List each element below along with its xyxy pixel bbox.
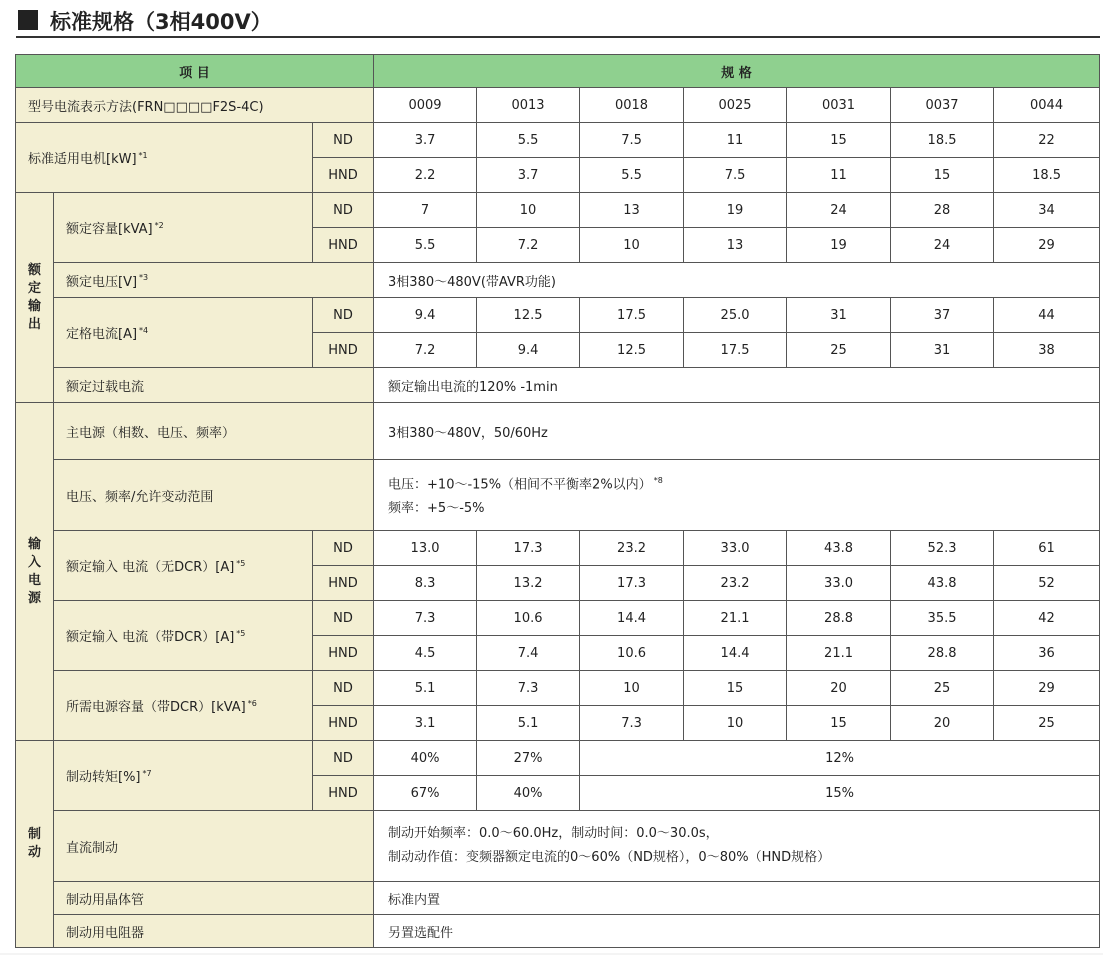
value-cell: 17.5 (684, 333, 787, 368)
value-cell: 18.5 (891, 123, 994, 158)
table-row (16, 882, 1100, 915)
nd-label: ND (313, 741, 374, 776)
value-cell: 29 (994, 671, 1100, 706)
motor-label: 标准适用电机[kW] $^{*1}$ (16, 123, 313, 193)
value-cell: 18.5 (994, 158, 1100, 193)
table-row (16, 915, 1100, 948)
value-cell: 14.4 (684, 636, 787, 671)
resistor-value: 另置选配件 (374, 915, 1100, 948)
value-cell: 31 (891, 333, 994, 368)
footnote-mark: *1 (138, 150, 148, 160)
value-cell: 15 (684, 671, 787, 706)
value-cell: 10 (684, 706, 787, 741)
allowable-value: 电压：+10～-15%（相间不平衡率2%以内） $^{*8}$ 频率：+5～-5% (374, 460, 1100, 531)
value-cell: 13.2 (477, 566, 580, 601)
value-cell: 14.4 (580, 601, 684, 636)
hnd-label: HND (313, 776, 374, 811)
value-cell: 25 (787, 333, 891, 368)
value-cell: 10 (580, 228, 684, 263)
footnote-mark: *5 (236, 628, 246, 638)
value-cell: 43.8 (787, 531, 891, 566)
value-cell: 23.2 (580, 531, 684, 566)
value-cell: 24 (891, 228, 994, 263)
value-cell: 20 (891, 706, 994, 741)
value-cell: 4.5 (374, 636, 477, 671)
header-spec: 规 格 (374, 55, 1100, 88)
nd-label: ND (313, 531, 374, 566)
footnote-mark: *2 (154, 220, 164, 230)
table-row (16, 193, 1100, 228)
hnd-label: HND (313, 228, 374, 263)
value-cell: 20 (787, 671, 891, 706)
model-cell: 0044 (994, 88, 1100, 123)
nd-label: ND (313, 298, 374, 333)
table-row (16, 368, 1100, 403)
output-group-label: 额定输出 (16, 193, 54, 403)
value-cell: 28.8 (787, 601, 891, 636)
current-label: 定格电流[A] $^{*4}$ (54, 298, 313, 368)
value-cell: 12% (580, 741, 1100, 776)
value-cell: 7.2 (477, 228, 580, 263)
table-row (16, 88, 1100, 123)
value-cell: 5.1 (374, 671, 477, 706)
model-label: 型号电流表示方法(FRN□□□□F2S-4C) (16, 88, 374, 123)
value-cell: 11 (787, 158, 891, 193)
value-cell: 3.1 (374, 706, 477, 741)
table-row (16, 741, 1100, 776)
voltage-label: 额定电压[V] $^{*3}$ (54, 263, 374, 298)
value-cell: 61 (994, 531, 1100, 566)
value-cell: 42 (994, 601, 1100, 636)
value-cell: 24 (787, 193, 891, 228)
value-cell: 28.8 (891, 636, 994, 671)
value-cell: 52.3 (891, 531, 994, 566)
footnote-mark: *7 (142, 768, 152, 778)
allowable-label: 电压、频率/允许变动范围 (54, 460, 374, 531)
resistor-label: 制动用电阻器 (54, 915, 374, 948)
value-cell: 7.3 (580, 706, 684, 741)
value-cell: 27% (477, 741, 580, 776)
value-cell: 40% (374, 741, 477, 776)
input-current-no-dcr-label: 额定输入 电流（无DCR）[A] $^{*5}$ (54, 531, 313, 601)
model-cell: 0025 (684, 88, 787, 123)
value-cell: 7.5 (580, 123, 684, 158)
transistor-value: 标准内置 (374, 882, 1100, 915)
footnote-mark: *3 (139, 273, 149, 283)
table-row (16, 298, 1100, 333)
value-cell: 25.0 (684, 298, 787, 333)
value-cell: 25 (994, 706, 1100, 741)
value-cell: 28 (891, 193, 994, 228)
main-power-value: 3相380～480V，50/60Hz (374, 403, 1100, 460)
footnote-mark: *6 (247, 698, 257, 708)
nd-label: ND (313, 123, 374, 158)
hnd-label: HND (313, 566, 374, 601)
table-row (16, 403, 1100, 460)
value-cell: 5.5 (580, 158, 684, 193)
footnote-mark: *5 (236, 558, 246, 568)
value-cell: 15 (787, 706, 891, 741)
model-cell: 0013 (477, 88, 580, 123)
value-cell: 9.4 (477, 333, 580, 368)
value-cell: 23.2 (684, 566, 787, 601)
value-cell: 10 (477, 193, 580, 228)
value-cell: 35.5 (891, 601, 994, 636)
value-cell: 7.3 (477, 671, 580, 706)
spec-table (15, 54, 1100, 948)
braking-group-label: 制动 (16, 741, 54, 948)
value-cell: 15% (580, 776, 1100, 811)
value-cell: 5.5 (477, 123, 580, 158)
value-cell: 31 (787, 298, 891, 333)
value-cell: 9.4 (374, 298, 477, 333)
value-cell: 10.6 (580, 636, 684, 671)
main-power-label: 主电源（相数、电压、频率） (54, 403, 374, 460)
nd-label: ND (313, 601, 374, 636)
table-row (16, 123, 1100, 158)
value-cell: 15 (891, 158, 994, 193)
section-title-bar (16, 4, 1100, 38)
value-cell: 7.3 (374, 601, 477, 636)
value-cell: 37 (891, 298, 994, 333)
value-cell: 21.1 (787, 636, 891, 671)
value-cell: 13 (580, 193, 684, 228)
value-cell: 43.8 (891, 566, 994, 601)
input-current-dcr-label: 额定输入 电流（带DCR）[A] $^{*5}$ (54, 601, 313, 671)
capacity-label: 额定容量[kVA] $^{*2}$ (54, 193, 313, 263)
value-cell: 19 (787, 228, 891, 263)
value-cell: 5.1 (477, 706, 580, 741)
value-cell: 52 (994, 566, 1100, 601)
value-cell: 7.2 (374, 333, 477, 368)
value-cell: 19 (684, 193, 787, 228)
value-cell: 10 (580, 671, 684, 706)
value-cell: 13 (684, 228, 787, 263)
value-cell: 44 (994, 298, 1100, 333)
value-cell: 15 (787, 123, 891, 158)
page-title: 标准规格（3相400V） (50, 10, 272, 34)
value-cell: 12.5 (580, 333, 684, 368)
model-cell: 0037 (891, 88, 994, 123)
value-cell: 21.1 (684, 601, 787, 636)
model-cell: 0009 (374, 88, 477, 123)
value-cell: 17.3 (580, 566, 684, 601)
torque-label: 制动转矩[%] $^{*7}$ (54, 741, 313, 811)
value-cell: 36 (994, 636, 1100, 671)
table-row (16, 811, 1100, 882)
value-cell: 29 (994, 228, 1100, 263)
voltage-value: 3相380～480V(带AVR功能) (374, 263, 1100, 298)
table-row (16, 601, 1100, 636)
value-cell: 7.4 (477, 636, 580, 671)
hnd-label: HND (313, 158, 374, 193)
table-row (16, 263, 1100, 298)
value-cell: 11 (684, 123, 787, 158)
table-row (16, 531, 1100, 566)
value-cell: 67% (374, 776, 477, 811)
value-cell: 7.5 (684, 158, 787, 193)
model-cell: 0018 (580, 88, 684, 123)
value-cell: 34 (994, 193, 1100, 228)
value-cell: 33.0 (787, 566, 891, 601)
table-row (16, 460, 1100, 531)
dc-braking-label: 直流制动 (54, 811, 374, 882)
value-cell: 17.5 (580, 298, 684, 333)
value-cell: 2.2 (374, 158, 477, 193)
power-capacity-label: 所需电源容量（带DCR）[kVA] $^{*6}$ (54, 671, 313, 741)
hnd-label: HND (313, 333, 374, 368)
nd-label: ND (313, 671, 374, 706)
value-cell: 33.0 (684, 531, 787, 566)
overload-value: 额定输出电流的120% -1min (374, 368, 1100, 403)
value-cell: 7 (374, 193, 477, 228)
input-group-label: 输入电源 (16, 403, 54, 741)
hnd-label: HND (313, 636, 374, 671)
footnote-mark: *8 (653, 475, 663, 485)
value-cell: 22 (994, 123, 1100, 158)
header-item: 项 目 (16, 55, 374, 88)
overload-label: 额定过载电流 (54, 368, 374, 403)
value-cell: 25 (891, 671, 994, 706)
value-cell: 3.7 (477, 158, 580, 193)
model-cell: 0031 (787, 88, 891, 123)
value-cell: 13.0 (374, 531, 477, 566)
hnd-label: HND (313, 706, 374, 741)
value-cell: 10.6 (477, 601, 580, 636)
title-square-icon (18, 10, 38, 30)
dc-braking-value: 制动开始频率：0.0～60.0Hz，制动时间：0.0～30.0s， 制动动作值：变频器额定电流的0～60%（ND规格），0～80%（HND规格） (374, 811, 1100, 882)
value-cell: 5.5 (374, 228, 477, 263)
nd-label: ND (313, 193, 374, 228)
value-cell: 8.3 (374, 566, 477, 601)
value-cell: 3.7 (374, 123, 477, 158)
value-cell: 12.5 (477, 298, 580, 333)
footnote-mark: *4 (139, 325, 149, 335)
table-row (16, 671, 1100, 706)
value-cell: 17.3 (477, 531, 580, 566)
value-cell: 40% (477, 776, 580, 811)
value-cell: 38 (994, 333, 1100, 368)
transistor-label: 制动用晶体管 (54, 882, 374, 915)
